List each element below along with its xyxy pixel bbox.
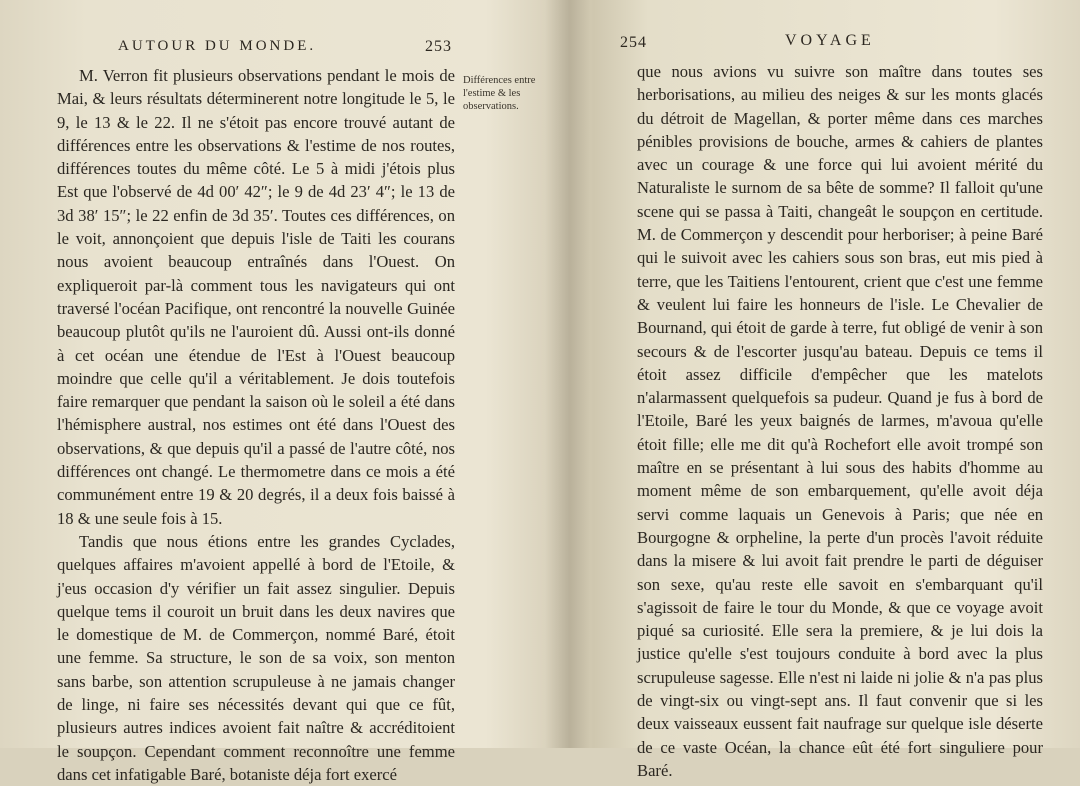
paragraph-longitude: M. Verron fit plusieurs observations pendant le mois de Mai, & leurs résultats déterminerent notre longitude le 5, le 9, le 13 & le 22. Il ne s'étoit pas encore trouvé autant de différences entre les observations & l'estime de nos routes, différences toutes du même côté. Le 5 à midi j'étois plus Est que l'observé de 4d 00′ 42″; le 9 de 4d 23′ 4″; le 13 de 3d 38′ 15″; le 22 enfin de 3d 35′. Toutes ces différences, on le voit, annonçoient que depuis l'isle de Taiti les courans nous avoient beaucoup entraînés dans l'Ouest. On expliqueroit par-là comment tous les navigateurs qui ont traversé l'océan Pacifique, ont rencontré la nouvelle Guinée beaucoup plutôt qu'ils ne l'auroient dû. Aussi ont-ils donné à cet océan une étendue de l'Est à l'Ouest beaucoup moindre que celle qu'il a véritablement. Je dois toutefois faire remarquer que pendant la saison où le soleil a été dans l'hémisphere austral, nos estimes ont été dans l'Ouest des observations, & que depuis qu'il a passé de l'autre côté, nos différences ont changé. Le thermometre dans ce mois a été communément entre 19 & 20 degrés, il a deux fois baissé à 18 & une seule fois à 15. (57, 66, 455, 528)
left-page-body (57, 64, 455, 786)
paragraph-bare: que nous avions vu suivre son maître dans toutes ses herborisations, au milieu des neiges & sur les monts glacés du détroit de Magellan, & porter même dans ces marches pénibles provisions de bouche, armes & cahiers de plantes avec un courage & une force qui lui avoient mérité du Naturaliste le surnom de sa bête de somme? Il falloit qu'une scene qui se passa à Taiti, changeât le soupçon en certitude. M. de Commerçon y descendit pour herboriser; à peine Baré qui le suivoit avec les cahiers sous son bras, eut mis pied à terre, que les Taitiens l'entourent, crient que c'est une femme & veulent lui faire les honneurs de l'isle. Le Chevalier de Bournand, qui étoit de garde à terre, fut obligé de venir à son secours & de l'escorter jusqu'au bateau. Depuis ce tems il étoit assez difficile d'empêcher que les matelots n'alarmassent quelquefois sa pudeur. Quand je fus à bord de l'Etoile, Baré les yeux baignés de larmes, m'avoua qu'elle étoit fille; elle me dit qu'à Rochefort elle avoit trompé son maître en se présentant à lui sous des habits d'homme au moment même de son embarquement, qu'elle avoit déja servi comme laquais un Genevois à Paris; que née en Bourgogne & orpheline, la perte d'un procès l'avoit réduite dans la misere & lui avoit fait prendre le parti de déguiser son sexe, qu'au reste elle savoit en s'embarquant qu'il s'agissoit de faire le tour du Monde, & que ce voyage avoit piqué sa curiosité. Elle sera la premiere, & je lui dois la justice qu'elle s'est toujours conduite à bord avec la plus scrupuleuse sagesse. Elle n'est ni laide ni jolie & n'a pas plus de vingt-six ou vingt-sept ans. Il faut convenir que si les deux vaisseaux eussent fait naufrage sur quelque isle déserte de ce vaste Océan, la chance eût été fort singuliere pour Baré. (637, 62, 1043, 780)
paragraph-cyclades: Tandis que nous étions entre les grandes Cyclades, quelques affaires m'avoient appellé à bord de l'Etoile, & j'eus occasion d'y vérifier un fait assez singulier. Depuis quelque tems il couroit un bruit dans les deux navires que le domestique de M. de Commerçon, nommé Baré, étoit une femme. Sa structure, le son de sa voix, son menton sans barbe, son attention scrupuleuse à ne jamais changer de linge, ni faire ses nécessités devant qui que ce fût, plusieurs autres indices avoient fait naître & accréditoient le soupçon. Cependant comment reconnoître une femme dans cet infatigable Baré, botaniste déja fort exercé (57, 531, 455, 784)
margin-note: Différences entre l'estime & les observations. (463, 75, 536, 112)
right-page-body (637, 60, 1043, 782)
running-title-left: AUTOUR DU MONDE. (118, 38, 317, 54)
page-number-right: 254 (620, 34, 647, 51)
right-page (580, 0, 1080, 780)
running-title-right: VOYAGE (785, 32, 875, 49)
page-number-left: 253 (425, 38, 452, 55)
